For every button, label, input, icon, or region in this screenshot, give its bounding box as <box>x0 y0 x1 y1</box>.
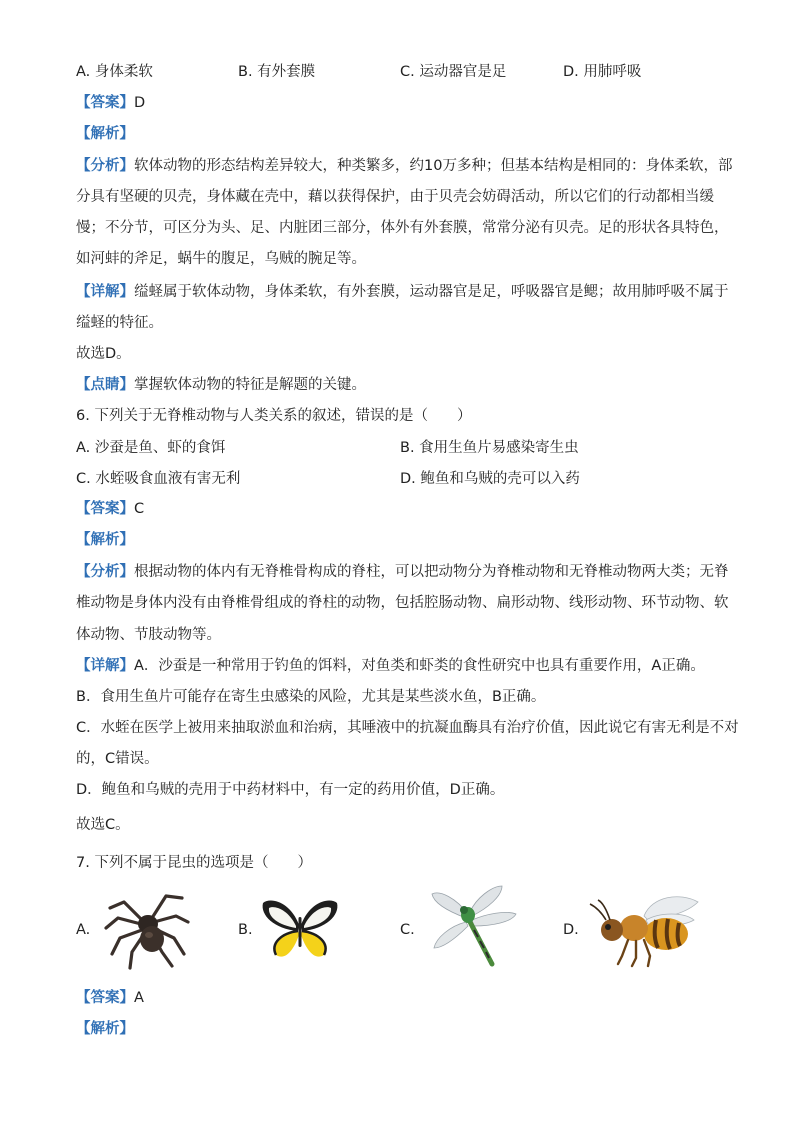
q7-option-c-label: C. <box>400 922 415 938</box>
q6-fenxi-line-1 <box>76 562 729 582</box>
answer-tag: 【答案】 <box>76 501 134 517</box>
analysis-tag: 【解析】 <box>76 532 134 548</box>
fenxi-text: 软体动物的形态结构差异较大，种类繁多，约10万多种；但基本结构是相同的：身体柔软，部 <box>134 158 733 174</box>
q5-fenxi-line-1 <box>76 156 732 176</box>
q7-analysis-heading <box>76 1019 134 1039</box>
q6-analysis-heading <box>76 530 134 550</box>
butterfly-icon <box>260 895 340 965</box>
analysis-tag: 【解析】 <box>76 126 134 142</box>
q5-xiangjie-line-2: 缢蛏的特征。 <box>76 315 163 331</box>
q6-option-d: D. 鲍鱼和乌贼的壳可以入药 <box>400 471 580 487</box>
q7-answer <box>76 988 144 1008</box>
spider-icon <box>100 882 196 972</box>
q5-choose: 故选D。 <box>76 346 131 362</box>
q5-fenxi-line-4: 如河蚌的斧足，蜗牛的腹足，乌贼的腕足等。 <box>76 251 366 267</box>
q5-xiangjie-line-1 <box>76 282 729 302</box>
q5-option-d: D. 用肺呼吸 <box>563 64 642 80</box>
q6-xiangjie-line-2: B．食用生鱼片可能存在寄生虫感染的风险，尤其是某些淡水鱼，B正确。 <box>76 689 546 705</box>
q6-fenxi-line-3: 体动物、节肢动物等。 <box>76 627 221 643</box>
q6-xiangjie-line-3: C．水蛭在医学上被用来抽取淤血和治病，其唾液中的抗凝血酶具有治疗价值，因此说它有害无利是不对 <box>76 720 739 736</box>
q5-option-a: A. 身体柔软 <box>76 64 153 80</box>
dianjing-tag: 【点睛】 <box>76 377 134 393</box>
q7-option-b-label: B. <box>238 922 253 938</box>
xiangjie-text: 缢蛏属于软体动物，身体柔软，有外套膜，运动器官是足，呼吸器官是鳃；故用肺呼吸不属于 <box>134 284 729 300</box>
q6-xiangjie-line-5: D．鲍鱼和乌贼的壳用于中药材料中，有一定的药用价值，D正确。 <box>76 782 505 798</box>
q5-option-c: C. 运动器官是足 <box>400 64 507 80</box>
xiangjie-tag: 【详解】 <box>76 284 134 300</box>
q5-analysis-heading <box>76 124 134 144</box>
xiangjie-text: A．沙蚕是一种常用于钓鱼的饵料，对鱼类和虾类的食性研究中也具有重要作用，A正确。 <box>134 658 705 674</box>
dragonfly-icon <box>426 884 522 972</box>
bee-icon <box>588 890 704 970</box>
answer-value: C <box>134 501 145 517</box>
fenxi-tag: 【分析】 <box>76 158 134 174</box>
dianjing-text: 掌握软体动物的特征是解题的关键。 <box>134 377 366 393</box>
q6-xiangjie-line-1 <box>76 656 705 676</box>
q7-option-a-label: A. <box>76 922 91 938</box>
q7-option-d-label: D. <box>563 922 579 938</box>
q5-fenxi-line-2: 分具有坚硬的贝壳，身体藏在壳中，藉以获得保护，由于贝壳会妨碍活动，所以它们的行动都相当缓 <box>76 189 714 205</box>
q6-option-c: C. 水蛭吸食血液有害无利 <box>76 471 241 487</box>
q6-option-a: A. 沙蚕是鱼、虾的食饵 <box>76 440 226 456</box>
q6-answer <box>76 499 144 519</box>
answer-value: A <box>134 990 144 1006</box>
q7-question: 7. 下列不属于昆虫的选项是（ ） <box>76 855 312 871</box>
answer-value: D <box>134 95 146 111</box>
analysis-tag: 【解析】 <box>76 1021 134 1037</box>
q6-option-b: B. 食用生鱼片易感染寄生虫 <box>400 440 579 456</box>
q5-answer <box>76 93 145 113</box>
fenxi-tag: 【分析】 <box>76 564 134 580</box>
q6-xiangjie-line-4: 的，C错误。 <box>76 751 159 767</box>
q5-option-b: B. 有外套膜 <box>238 64 316 80</box>
q5-dianjing <box>76 375 366 395</box>
q6-question: 6. 下列关于无脊椎动物与人类关系的叙述，错误的是（ ） <box>76 408 472 424</box>
q6-fenxi-line-2: 椎动物是身体内没有由脊椎骨组成的脊柱的动物，包括腔肠动物、扁形动物、线形动物、环节动物、软 <box>76 595 729 611</box>
fenxi-text: 根据动物的体内有无脊椎骨构成的脊柱，可以把动物分为脊椎动物和无脊椎动物两大类；无脊 <box>134 564 729 580</box>
q5-fenxi-line-3: 慢；不分节，可区分为头、足、内脏团三部分，体外有外套膜，常常分泌有贝壳。足的形状各具特色， <box>76 220 729 236</box>
xiangjie-tag: 【详解】 <box>76 658 134 674</box>
answer-tag: 【答案】 <box>76 95 134 111</box>
answer-tag: 【答案】 <box>76 990 134 1006</box>
q6-choose: 故选C。 <box>76 817 130 833</box>
